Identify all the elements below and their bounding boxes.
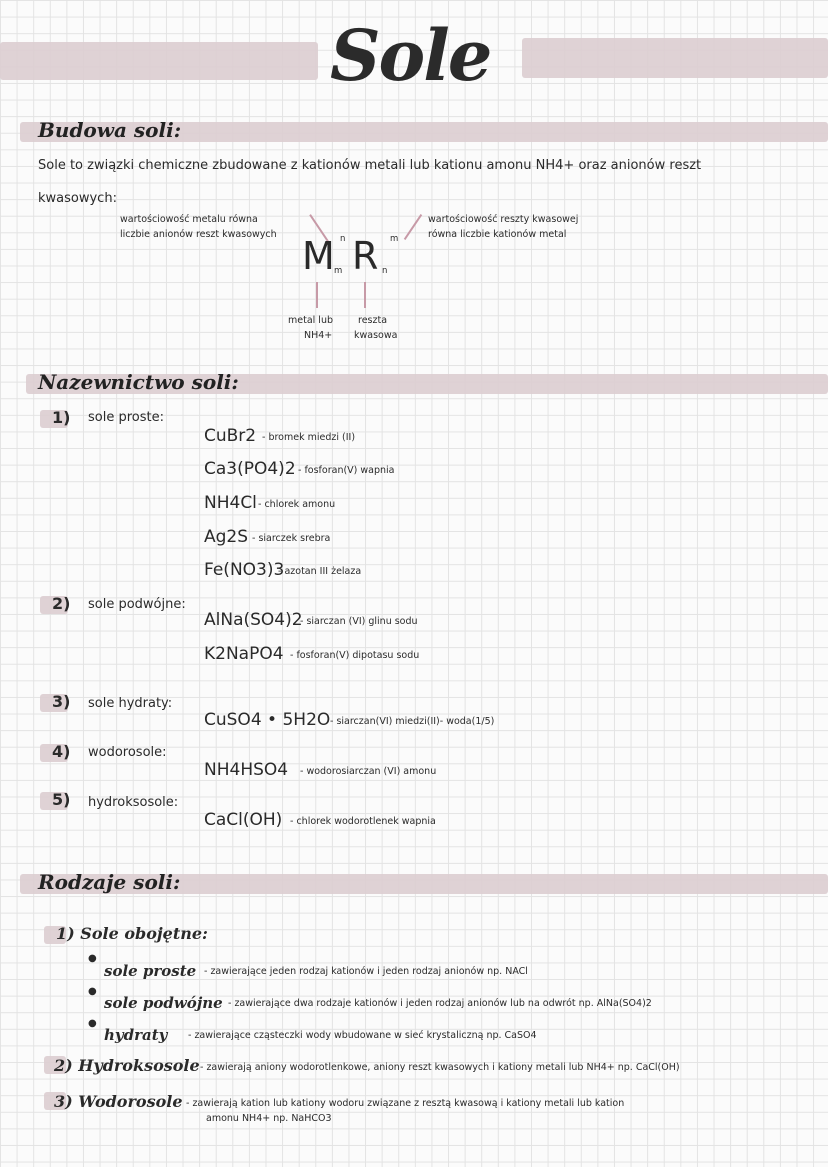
group-2-number: 2)	[52, 594, 71, 613]
rodzaje-g2-title: 2) Hydroksosole	[54, 1056, 200, 1075]
formula-M: M	[302, 234, 335, 278]
name-k2napo4: - fosforan(V) dipotasu sodu	[290, 650, 420, 661]
group-5-label: hydroksosole:	[88, 795, 179, 810]
formula-ag2s: Ag2S	[204, 527, 249, 547]
rodzaje-g3-text-1: - zawierają kation lub kationy wodoru związane z resztą kwasową i kationy metali lub kation	[186, 1098, 625, 1109]
label-metal-1: metal lub	[288, 315, 333, 326]
rodzaje-g1-title: 1) Sole obojętne:	[56, 924, 208, 943]
group-1-label: sole proste:	[88, 410, 164, 425]
name-cubr2: - bromek miedzi (II)	[262, 432, 356, 443]
group-4-number: 4)	[52, 742, 71, 761]
formula-nh4hso4: NH4HSO4	[204, 760, 289, 780]
group-3-number: 3)	[52, 692, 71, 711]
budowa-intro-line2: kwasowych:	[38, 191, 117, 206]
page-title: Sole	[330, 14, 491, 97]
formula-sup-n: n	[340, 234, 346, 244]
formula-feno33: Fe(NO3)3	[204, 560, 285, 580]
title-band-right	[522, 38, 828, 78]
budowa-heading: Budowa soli:	[38, 118, 182, 142]
name-nh4hso4: - wodorosiarczan (VI) amonu	[300, 766, 437, 777]
formula-sub-n: n	[382, 266, 388, 276]
connector-left-vertical	[316, 282, 318, 308]
note-left-2: liczbie anionów reszt kwasowych	[120, 229, 277, 240]
group-4-label: wodorosole:	[88, 745, 167, 760]
name-nh4cl: - chlorek amonu	[258, 499, 336, 510]
nazewnictwo-heading: Nazewnictwo soli:	[38, 370, 239, 394]
connector-right-diagonal	[404, 214, 422, 240]
formula-alnaso42: AlNa(SO4)2	[204, 610, 303, 630]
rodzaje-g3-text-2: amonu NH4+ np. NaHCO3	[206, 1113, 332, 1124]
formula-R: R	[352, 234, 379, 278]
name-cuso4-5h2o: - siarczan(VI) miedzi(II)- woda(1/5)	[330, 716, 495, 727]
bullet-1-title: sole proste	[104, 962, 197, 980]
formula-ca3po42: Ca3(PO4)2	[204, 459, 296, 479]
bullet-dot-3: ●	[88, 1018, 97, 1029]
bullet-3-text: - zawierające cząsteczki wody wbudowane w sieć krystaliczną np. CaSO4	[188, 1030, 537, 1041]
formula-caclOH: CaCl(OH)	[204, 810, 283, 830]
bullet-2-text: - zawierające dwa rodzaje kationów i jeden rodzaj anionów lub na odwrót np. AlNa(SO4)2	[228, 998, 652, 1009]
bullet-3-title: hydraty	[104, 1026, 168, 1044]
label-metal-2: NH4+	[304, 330, 333, 341]
name-alnaso42: - siarczan (VI) glinu sodu	[300, 616, 418, 627]
group-2-label: sole podwójne:	[88, 597, 186, 612]
rodzaje-g2-text: - zawierają aniony wodorotlenkowe, aniony reszt kwasowych i kationy metali lub NH4+ np. CaCl(OH)	[200, 1062, 680, 1073]
label-reszta-2: kwasowa	[354, 330, 398, 341]
connector-right-vertical	[364, 282, 366, 308]
label-reszta-1: reszta	[358, 315, 388, 326]
note-right-1: wartościowość reszty kwasowej	[428, 214, 579, 225]
name-ag2s: - siarczek srebra	[252, 533, 331, 544]
formula-sup-m: m	[390, 234, 399, 244]
note-right-2: równa liczbie kationów metal	[428, 229, 567, 240]
bullet-2-title: sole podwójne	[104, 994, 223, 1012]
group-5-number: 5)	[52, 790, 71, 809]
name-caclOH: - chlorek wodorotlenek wapnia	[290, 816, 436, 827]
formula-k2napo4: K2NaPO4	[204, 644, 284, 664]
bullet-dot-2: ●	[88, 986, 97, 997]
group-3-label: sole hydraty:	[88, 696, 173, 711]
formula-cuso4-5h2o: CuSO4 • 5H2O	[204, 710, 331, 730]
formula-nh4cl: NH4Cl	[204, 493, 257, 513]
rodzaje-g3-title: 3) Wodorosole	[54, 1092, 183, 1111]
title-band-left	[0, 42, 318, 80]
bullet-1-text: - zawierające jeden rodzaj kationów i jeden rodzaj anionów np. NACl	[204, 966, 528, 977]
bullet-dot-1: ●	[88, 953, 97, 964]
note-left-1: wartościowość metalu równa	[120, 214, 258, 225]
formula-sub-m: m	[334, 266, 343, 276]
formula-cubr2: CuBr2	[204, 426, 257, 446]
budowa-intro-line1: Sole to związki chemiczne zbudowane z kationów metali lub kationu amonu NH4+ oraz anionów reszt	[38, 158, 702, 173]
rodzaje-heading: Rodzaje soli:	[38, 870, 181, 894]
name-feno33: - azotan III żelaza	[278, 566, 362, 577]
group-1-number: 1)	[52, 408, 71, 427]
name-ca3po42: - fosforan(V) wapnia	[298, 465, 395, 476]
